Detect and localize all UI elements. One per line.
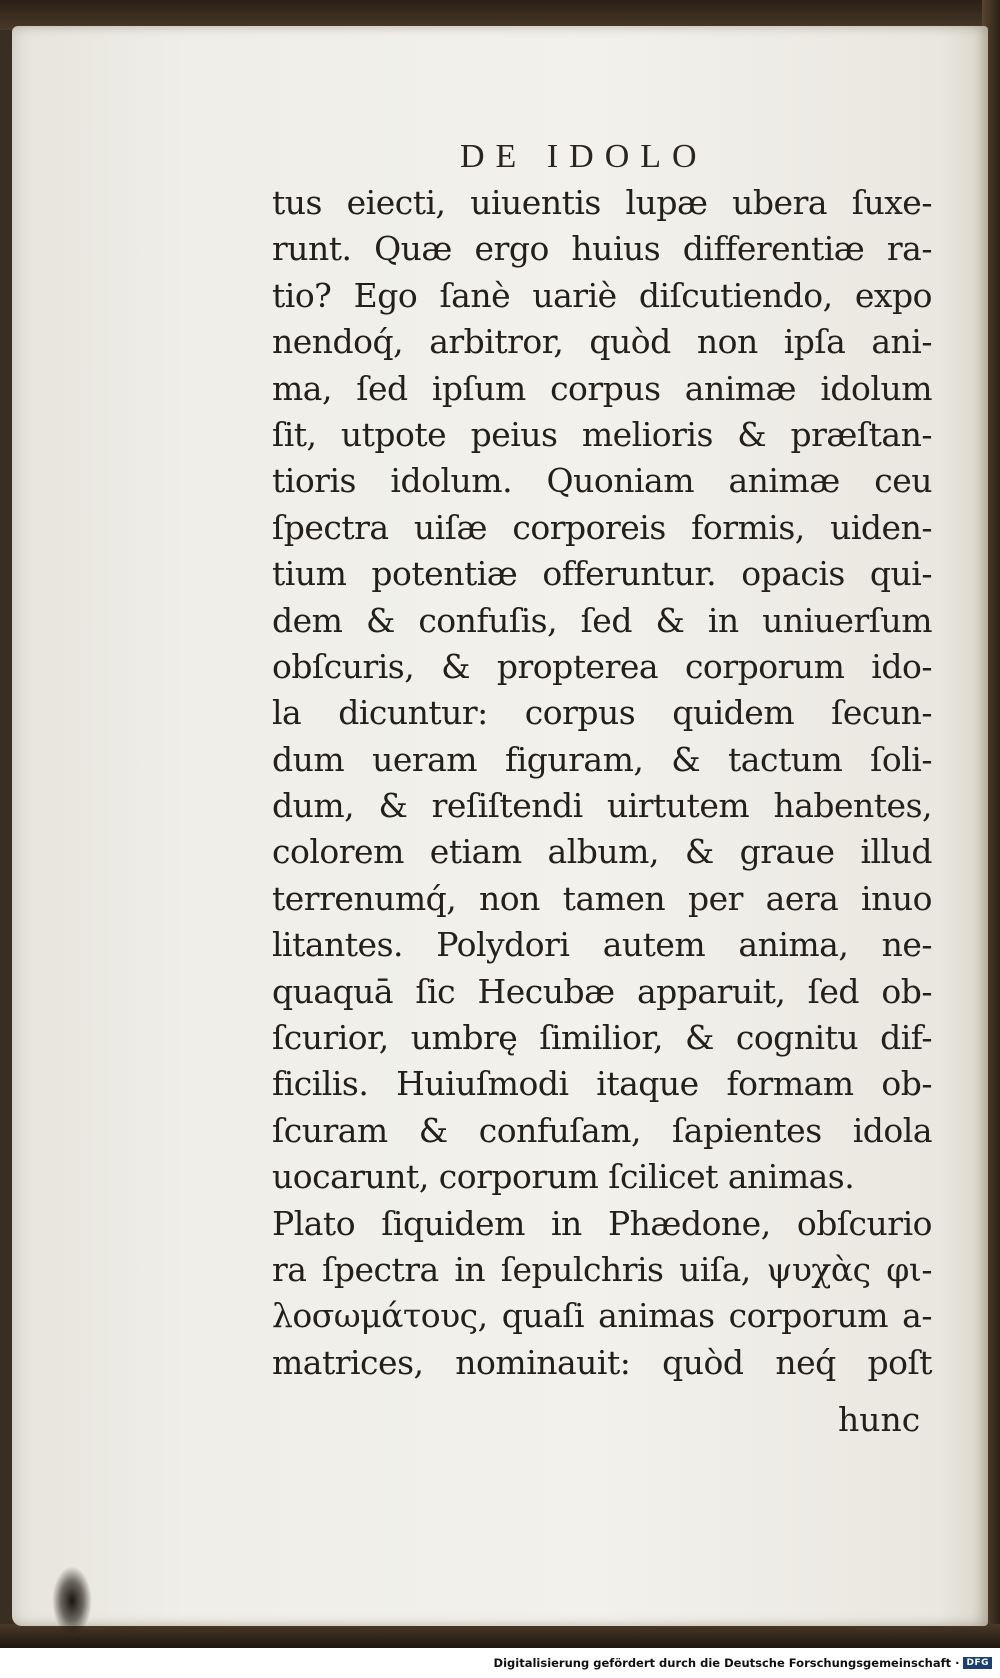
text-line: ſcurior, umbrę ſimilior, & cognitu dif- — [272, 1018, 932, 1058]
text-line: tium potentiæ offeruntur. opacis qui- — [272, 554, 932, 594]
text-line: dem & confuſis, ſed & in uniuerſum — [272, 600, 932, 640]
text-line: tio? Ego ſanè uariè diſcutiendo, expo — [272, 275, 932, 315]
book-edge-bottom — [0, 1624, 1000, 1648]
text-line: runt. Quæ ergo huius differentiæ ra- — [272, 229, 932, 269]
text-line: quaquā ſic Hecubæ apparuit, ſed ob- — [272, 971, 932, 1011]
text-line: terrenumq́, non tamen per aera inuo — [272, 878, 932, 918]
text-line: dum ueram figuram, & tactum ſoli- — [272, 739, 932, 779]
text-line: Plato ſiquidem in Phædone, obſcurio — [272, 1203, 932, 1243]
text-line: ma, ſed ipſum corpus animæ idolum — [272, 368, 932, 408]
text-line: λοσωμάτους, quaſi animas corporum a- — [272, 1296, 932, 1336]
text-line: tioris idolum. Quoniam animæ ceu — [272, 461, 932, 501]
text-line: ſpectra uiſæ corporeis formis, uiden- — [272, 507, 932, 547]
text-line: colorem etiam album, & graue illud — [272, 832, 932, 872]
text-line: matrices, nominauit: quòd neq́ poſt — [272, 1342, 932, 1382]
page-stain — [52, 1566, 92, 1636]
text-line: litantes. Polydori autem anima, ne- — [272, 925, 932, 965]
text-line: obſcuris, & propterea corporum ido- — [272, 646, 932, 686]
dfg-logo: DFG — [963, 1657, 992, 1669]
text-line: la dicuntur: corpus quidem ſecun- — [272, 693, 932, 733]
text-line: dum, & reſiſtendi uirtutem habentes, — [272, 786, 932, 826]
running-head: DE IDOLO — [460, 138, 708, 175]
text-line: uocarunt, corporum ſcilicet animas. — [272, 1157, 855, 1197]
credit-text: Digitalisierung gefördert durch die Deutsche Forschungsgemeinschaft · — [493, 1656, 960, 1670]
text-line: ra ſpectra in ſepulchris uiſa, ψυχὰς φι- — [272, 1249, 932, 1289]
text-line: ſcuram & confuſam, ſapientes idola — [272, 1110, 932, 1150]
text-line: ficilis. Huiuſmodi itaque formam ob- — [272, 1064, 932, 1104]
body-text — [272, 180, 932, 1386]
catchword: hunc — [838, 1400, 921, 1439]
text-line: tus eiecti, uiuentis lupæ ubera ſuxe- — [272, 183, 932, 222]
text-line: nendoq́, arbitror, quòd non ipſa ani- — [272, 322, 932, 362]
text-line: ſit, utpote peius melioris & præſtan- — [272, 414, 932, 454]
digitization-credit — [494, 1656, 992, 1670]
